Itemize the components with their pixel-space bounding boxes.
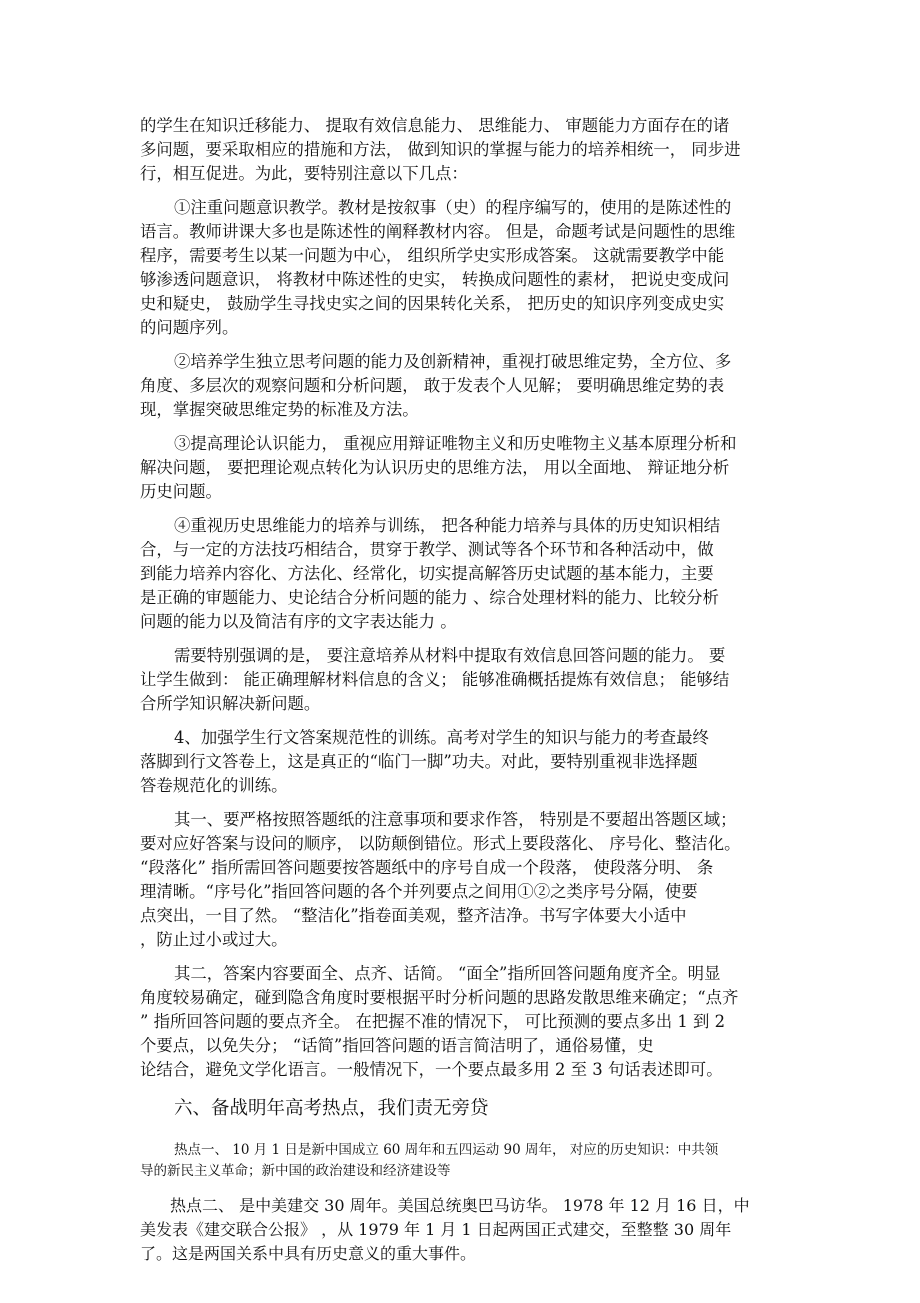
second-requirement-paragraph	[140, 962, 780, 1082]
hotspot-1-paragraph	[140, 1140, 780, 1182]
text-line: 4、加强学生行文答案规范性的训练。高考对学生的知识与能力的考查最终	[174, 728, 709, 747]
text-line: 到能力培养内容化、方法化、经常化，切实提高解答历史试题的基本能力，主要	[140, 564, 714, 583]
text-line: 其一、要严格按照答题纸的注意事项和要求作答， 特别是不要超出答题区域；	[174, 810, 737, 829]
text-line: 落脚到行文答卷上，这是真正的“临门一脚”功夫。对此，要特别重视非选择题	[140, 752, 698, 771]
text-line: 语言。教师讲课大多也是陈述性的阐释教材内容。 但是，命题考试是问题性的思维	[140, 222, 736, 241]
text-line: ④重视历史思维能力的培养与训练， 把各种能力培养与具体的历史知识相结	[174, 516, 721, 535]
text-line: 了。这是两国关系中具有历史意义的重大事件。	[140, 1244, 477, 1263]
text-line: 角度、多层次的观察问题和分析问题， 敢于发表个人见解； 要明确思维定势的表	[140, 376, 725, 395]
emphasis-paragraph	[140, 644, 780, 716]
text-line: ” 指所回答问题的要点齐全。 在把握不准的情况下， 可比预测的要点多出 1 到 2	[140, 1012, 725, 1031]
text-line: 行，相互促进。为此，要特别注意以下几点：	[140, 164, 468, 183]
text-line: 热点二、 是中美建交 30 周年。美国总统奥巴马访华。 1978 年 12 月 16 日，中	[170, 1196, 750, 1215]
text-line: 合，与一定的方法技巧相结合，贯穿于教学、测试等各个环节和各种活动中，做	[140, 540, 714, 559]
text-line: 角度较易确定，碰到隐含角度时要根据平时分析问题的思路发散思维来确定；“点齐	[140, 988, 739, 1007]
text-line: 其二，答案内容要面全、点齐、话简。 “面全”指所回答问题角度齐全。明显	[174, 964, 721, 983]
text-line: 个要点，以免失分； “话简”指回答问题的语言简洁明了，通俗易懂，史	[140, 1036, 654, 1055]
text-line: 美发表《建交联合公报》 ，从 1979 年 1 月 1 日起两国正式建交，至整整 30 周年	[140, 1220, 732, 1239]
document-page	[140, 114, 780, 1268]
text-line: 多问题，要采取相应的措施和方法， 做到知识的掌握与能力的培养相统一， 同步进	[140, 140, 741, 159]
point-1-paragraph	[140, 196, 780, 340]
text-line: 需要特别强调的是， 要注意培养从材料中提取有效信息回答问题的能力。 要	[174, 646, 726, 665]
text-line: 合所学知识解决新问题。	[140, 694, 321, 713]
text-line: 历史问题。	[140, 482, 222, 501]
text-line: 理清晰。“序号化”指回答问题的各个并列要点之间用①②之类序号分隔，使要	[140, 882, 698, 901]
text-line: 的问题序列。	[140, 318, 239, 337]
text-line: 解决问题， 要把理论观点转化为认识历史的思维方法， 用以全面地、 辩证地分析	[140, 458, 730, 477]
text-line: 导的新民主义革命；新中国的政治建设和经济建设等	[140, 1163, 451, 1179]
point-2-paragraph	[140, 350, 780, 422]
text-line: 是正确的审题能力、史论结合分析问题的能力 、综合处理材料的能力、比较分析	[140, 588, 719, 607]
text-line: ①注重问题意识教学。教材是按叙事（史）的程序编写的，使用的是陈述性的	[174, 198, 732, 217]
section-4-paragraph	[140, 726, 780, 798]
text-line: 史和疑史， 鼓励学生寻找史实之间的因果转化关系， 把历史的知识序列变成史实	[140, 294, 725, 313]
text-line: 论结合，避免文学化语言。一般情况下，一个要点最多用 2 至 3 句话表述即可。	[140, 1060, 723, 1079]
text-line: ，防止过小或过大。	[140, 930, 288, 949]
text-line: “段落化” 指所需回答问题要按答题纸中的序号自成一个段落， 使段落分明、 条	[140, 858, 714, 877]
point-3-paragraph	[140, 432, 780, 504]
point-4-paragraph	[140, 514, 780, 634]
text-line: ②培养学生独立思考问题的能力及创新精神，重视打破思维定势，全方位、多	[174, 352, 732, 371]
text-line: 问题的能力以及简洁有序的文字表达能力 。	[140, 612, 457, 631]
text-line: 要对应好答案与设问的顺序， 以防颠倒错位。形式上要段落化、 序号化、整洁化。	[140, 834, 741, 853]
text-line: 程序，需要考生以某一问题为中心， 组织所学史实形成答案。 这就需要教学中能	[140, 246, 725, 265]
text-line: 热点一、 10 月 1 日是新中国成立 60 周年和五四运动 90 周年， 对应的历史知识：中共领	[174, 1142, 719, 1158]
hotspot-2-paragraph	[140, 1194, 780, 1266]
text-line: 答卷规范化的训练。	[140, 776, 288, 795]
intro-paragraph	[140, 114, 780, 186]
first-requirement-paragraph	[140, 808, 780, 952]
text-line: 现，掌握突破思维定势的标准及方法。	[140, 400, 419, 419]
text-line: 让学生做到： 能正确理解材料信息的含义； 能够准确概括提炼有效信息； 能够结	[140, 670, 730, 689]
text-line: 够渗透问题意识， 将教材中陈述性的史实， 转换成问题性的素材， 把说史变成问	[140, 270, 730, 289]
section-heading: 六、备战明年高考热点，我们责无旁贷	[174, 1098, 489, 1119]
text-line: ③提高理论认识能力， 重视应用辩证唯物主义和历史唯物主义基本原理分析和	[174, 434, 737, 453]
text-line: 的学生在知识迁移能力、 提取有效信息能力、 思维能力、 审题能力方面存在的诸	[140, 116, 730, 135]
text-line: 点突出，一目了然。 “整洁化”指卷面美观，整齐洁净。书写字体要大小适中	[140, 906, 687, 925]
